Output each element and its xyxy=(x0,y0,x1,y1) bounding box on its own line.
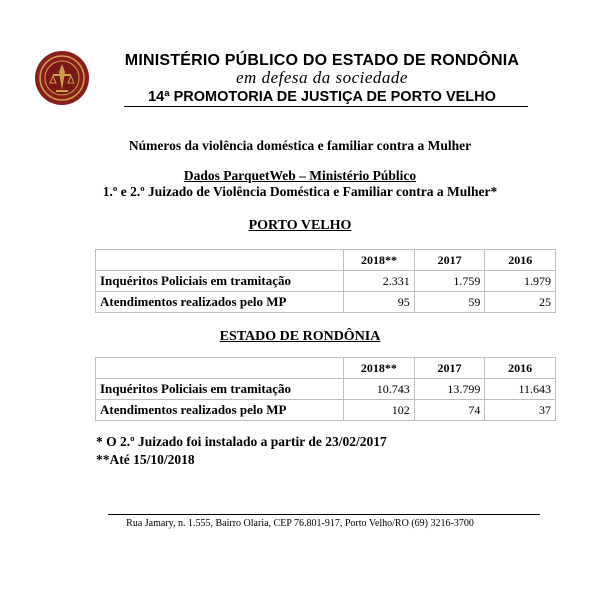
table-cell: 10.743 xyxy=(344,379,415,400)
header-divider xyxy=(124,106,528,107)
row-label: Inquéritos Policiais em tramitação xyxy=(96,271,344,292)
stats-table-estado-rondonia xyxy=(95,357,556,421)
table-cell: 1.759 xyxy=(414,271,485,292)
report-title: Números da violência doméstica e familiar contra a Mulher xyxy=(128,138,472,153)
column-header: 2016 xyxy=(485,250,556,271)
table-row xyxy=(96,292,556,313)
section-heading-porto-velho: PORTO VELHO xyxy=(248,218,352,233)
stats-table-porto-velho xyxy=(95,249,556,313)
court-name: 1.º e 2.º Juizado de Violência Doméstica e Familiar contra a Mulher* xyxy=(102,184,498,199)
column-header: 2017 xyxy=(414,358,485,379)
row-label: Atendimentos realizados pelo MP xyxy=(96,292,344,313)
table-corner-cell xyxy=(96,358,344,379)
table-cell: 59 xyxy=(414,292,485,313)
mp-ro-seal-icon xyxy=(34,50,90,106)
table-cell: 25 xyxy=(485,292,556,313)
table-cell: 2.331 xyxy=(344,271,415,292)
promotoria-subtitle: 14ª PROMOTORIA DE JUSTIÇA DE PORTO VELHO xyxy=(148,89,496,105)
table-cell: 74 xyxy=(414,400,485,421)
table-header-row xyxy=(96,358,556,379)
institution-motto: em defesa da sociedade xyxy=(236,68,408,87)
table-row xyxy=(96,379,556,400)
column-header: 2018** xyxy=(344,358,415,379)
footnote-date: **Até 15/10/2018 xyxy=(96,452,195,467)
column-header: 2017 xyxy=(414,250,485,271)
section-heading-estado-rondonia: ESTADO DE RONDÔNIA xyxy=(219,329,381,344)
row-label: Inquéritos Policiais em tramitação xyxy=(96,379,344,400)
table-corner-cell xyxy=(96,250,344,271)
table-row xyxy=(96,400,556,421)
institution-title: MINISTÉRIO PÚBLICO DO ESTADO DE RONDÔNIA xyxy=(124,52,520,69)
table-cell: 102 xyxy=(344,400,415,421)
table-cell: 11.643 xyxy=(485,379,556,400)
column-header: 2018** xyxy=(344,250,415,271)
table-row xyxy=(96,271,556,292)
table-cell: 1.979 xyxy=(485,271,556,292)
footer-divider xyxy=(108,514,540,515)
table-cell: 95 xyxy=(344,292,415,313)
table-header-row xyxy=(96,250,556,271)
row-label: Atendimentos realizados pelo MP xyxy=(96,400,344,421)
table-cell: 37 xyxy=(485,400,556,421)
data-source: Dados ParquetWeb – Ministério Público xyxy=(183,168,417,183)
footer-address: Rua Jamary, n. 1.555, Bairro Olaria, CEP 76.801-917, Porto Velho/RO (69) 3216-3700 xyxy=(126,518,474,529)
column-header: 2016 xyxy=(485,358,556,379)
footnote-juizado: * O 2.º Juizado foi instalado a partir de 23/02/2017 xyxy=(96,434,387,449)
table-cell: 13.799 xyxy=(414,379,485,400)
